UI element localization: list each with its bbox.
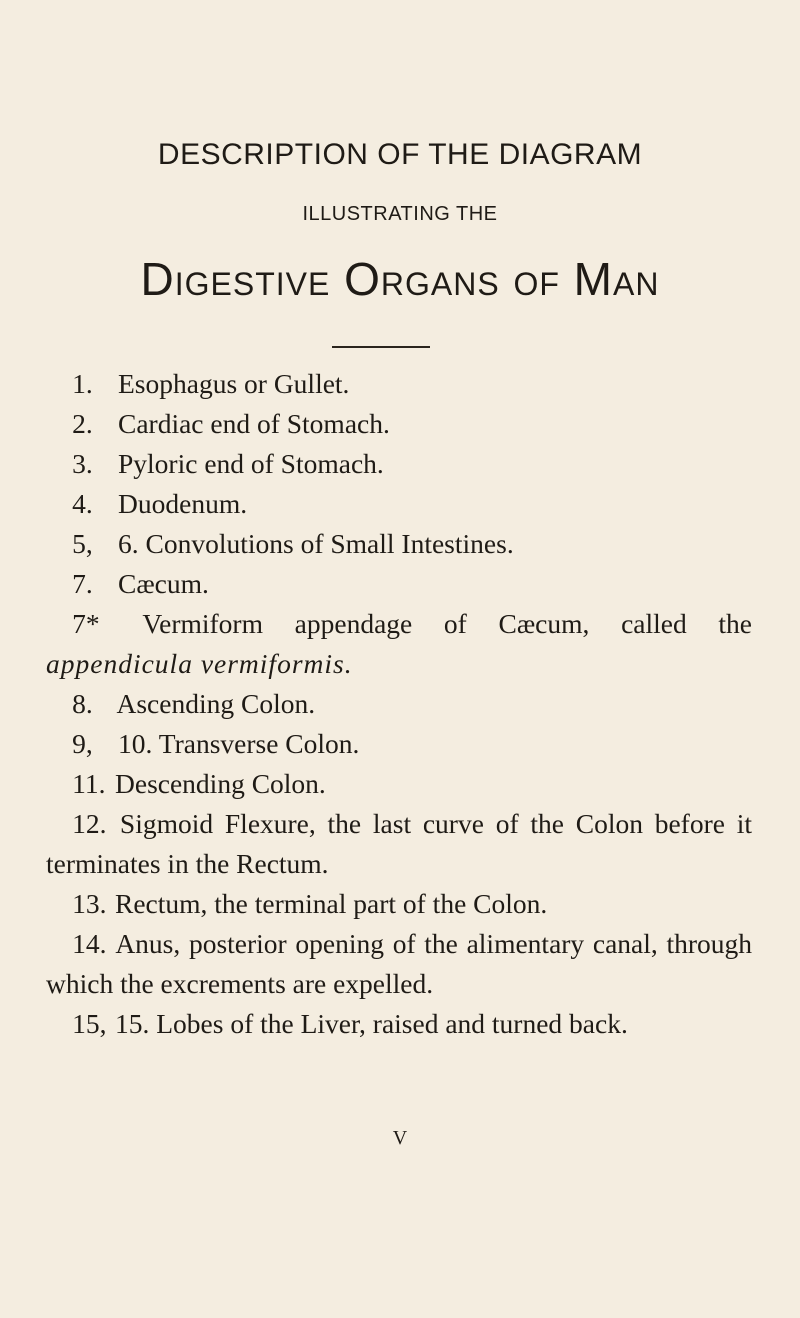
title-line-1: DESCRIPTION OF THE DIAGRAM xyxy=(157,138,643,171)
legend-item-text: Anus, posterior opening of the alimentary canal, through which the excrements are expelled. xyxy=(46,928,753,999)
legend-item-number: 15, xyxy=(72,1008,107,1039)
title-line-3: Digestive Organs of Man xyxy=(140,253,660,305)
legend-item-2 xyxy=(46,404,752,444)
legend-item-text: Esophagus or Gullet. xyxy=(118,368,350,399)
legend-item-number: 13. xyxy=(72,888,107,919)
legend-item-number: 3. xyxy=(72,448,93,479)
legend-item-text: Vermiform appendage of Cæcum, called the xyxy=(142,608,752,639)
legend-item-text: Ascending Colon. xyxy=(116,688,316,719)
legend-item-4 xyxy=(46,484,752,524)
legend-item-text: Duodenum. xyxy=(118,488,248,519)
legend-item-number: 2. xyxy=(72,408,93,439)
legend-item-8 xyxy=(46,684,752,724)
legend-item-3 xyxy=(46,444,752,484)
legend-item-text: Cæcum. xyxy=(118,568,209,599)
legend-item-text: Descending Colon. xyxy=(115,768,326,799)
legend-item-number: 4. xyxy=(72,488,93,519)
legend-item-text: Cardiac end of Stomach. xyxy=(118,408,390,439)
legend-item-text: 10. Transverse Colon. xyxy=(118,728,360,759)
legend-item-number: 8. xyxy=(72,688,93,719)
legend-item-text: 6. Convolutions of Small Intestines. xyxy=(118,528,514,559)
legend-item-9-10 xyxy=(46,724,752,764)
latin-term: appendicula vermiformis. xyxy=(46,648,353,679)
legend-list xyxy=(46,364,752,1044)
legend-item-15 xyxy=(46,1004,752,1044)
legend-item-text: Pyloric end of Stomach. xyxy=(118,448,384,479)
title-divider xyxy=(332,346,430,348)
legend-item-14 xyxy=(46,924,752,1004)
legend-item-number: 12. xyxy=(72,808,107,839)
legend-item-5-6 xyxy=(46,524,752,564)
title-line-2: ILLUSTRATING THE xyxy=(302,203,498,225)
legend-item-number: 7* xyxy=(72,608,100,639)
legend-item-1 xyxy=(46,364,752,404)
legend-item-13 xyxy=(46,884,752,924)
legend-item-number: 5, xyxy=(72,528,93,559)
legend-item-number: 1. xyxy=(72,368,93,399)
legend-item-7 xyxy=(46,564,752,604)
legend-item-number: 11. xyxy=(72,768,106,799)
legend-item-text: 15. Lobes of the Liver, raised and turned back. xyxy=(115,1008,628,1039)
legend-item-12 xyxy=(46,804,752,884)
legend-item-number: 9, xyxy=(72,728,93,759)
legend-item-number: 7. xyxy=(72,568,93,599)
legend-item-11 xyxy=(46,764,752,804)
legend-item-text: Rectum, the terminal part of the Colon. xyxy=(115,888,548,919)
legend-item-text: Sigmoid Flexure, the last curve of the Colon before it terminates in the Rectum. xyxy=(46,808,753,879)
legend-item-number: 14. xyxy=(72,928,107,959)
legend-item-7-star xyxy=(46,604,752,684)
page-number: V xyxy=(392,1127,408,1149)
